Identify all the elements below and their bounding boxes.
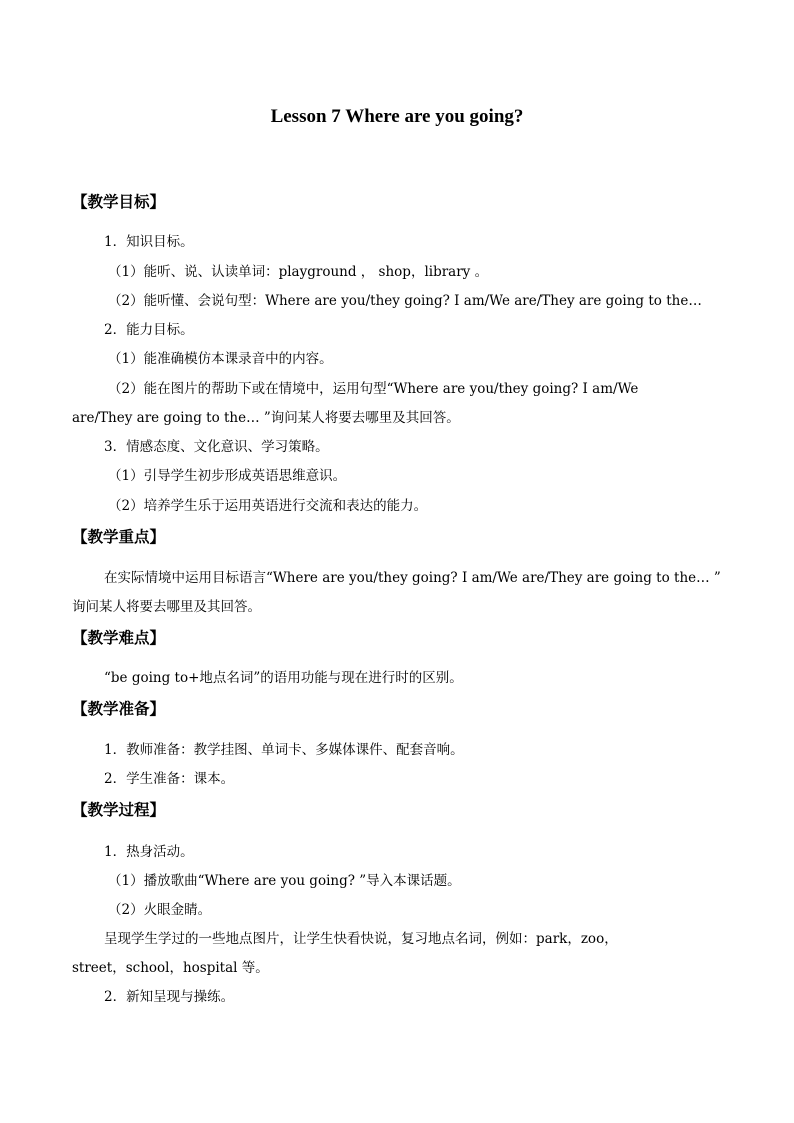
text-line: （1）引导学生初步形成英语思维意识。 — [108, 468, 347, 484]
text-line: （1）播放歌曲“Where are you going? ”导入本课话题。 — [108, 873, 461, 889]
text-line: （1）能听、说、认读单词：playground ， shop，library 。 — [108, 264, 489, 280]
text-line: 1．教师准备：教学挂图、单词卡、多媒体课件、配套音响。 — [104, 742, 464, 758]
text-line: 在实际情境中运用目标语言“Where are you/they going? I am/We are/They are going to the… ” — [104, 570, 721, 586]
section-heading-difficulties: 【教学难点】 — [72, 629, 166, 647]
text-line: 2．新知呈现与操练。 — [104, 989, 235, 1005]
text-line: （2）火眼金睛。 — [108, 902, 212, 918]
section-heading-objectives: 【教学目标】 — [72, 193, 166, 211]
text-line: 2．学生准备：课本。 — [104, 771, 235, 787]
text-line: 询问某人将要去哪里及其回答。 — [72, 599, 261, 615]
text-line: 呈现学生学过的一些地点图片，让学生快看快说，复习地点名词，例如：park，zoo， — [104, 931, 618, 947]
lesson-title: Lesson 7 Where are you going? — [270, 106, 524, 127]
text-line: 1．热身活动。 — [104, 844, 194, 860]
text-line: 2．能力目标。 — [104, 322, 194, 338]
text-line: are/They are going to the… ”询问某人将要去哪里及其回答。 — [72, 410, 460, 426]
text-line: （2）能听懂、会说句型：Where are you/they going? I am/We are/They are going to the… — [108, 293, 702, 309]
text-line: （2）能在图片的帮助下或在情境中，运用句型“Where are you/they going? I am/We — [108, 381, 639, 397]
text-line: （2）培养学生乐于运用英语进行交流和表达的能力。 — [108, 498, 428, 514]
section-heading-key-points: 【教学重点】 — [72, 528, 166, 546]
text-line: 1．知识目标。 — [104, 234, 194, 250]
text-line: “be going to+地点名词”的语用功能与现在进行时的区别。 — [104, 670, 463, 686]
section-heading-preparation: 【教学准备】 — [72, 700, 166, 718]
text-line: street，school，hospital 等。 — [72, 960, 269, 976]
text-line: （1）能准确模仿本课录音中的内容。 — [108, 351, 333, 367]
section-heading-process: 【教学过程】 — [72, 801, 166, 819]
text-line: 3．情感态度、文化意识、学习策略。 — [104, 439, 329, 455]
